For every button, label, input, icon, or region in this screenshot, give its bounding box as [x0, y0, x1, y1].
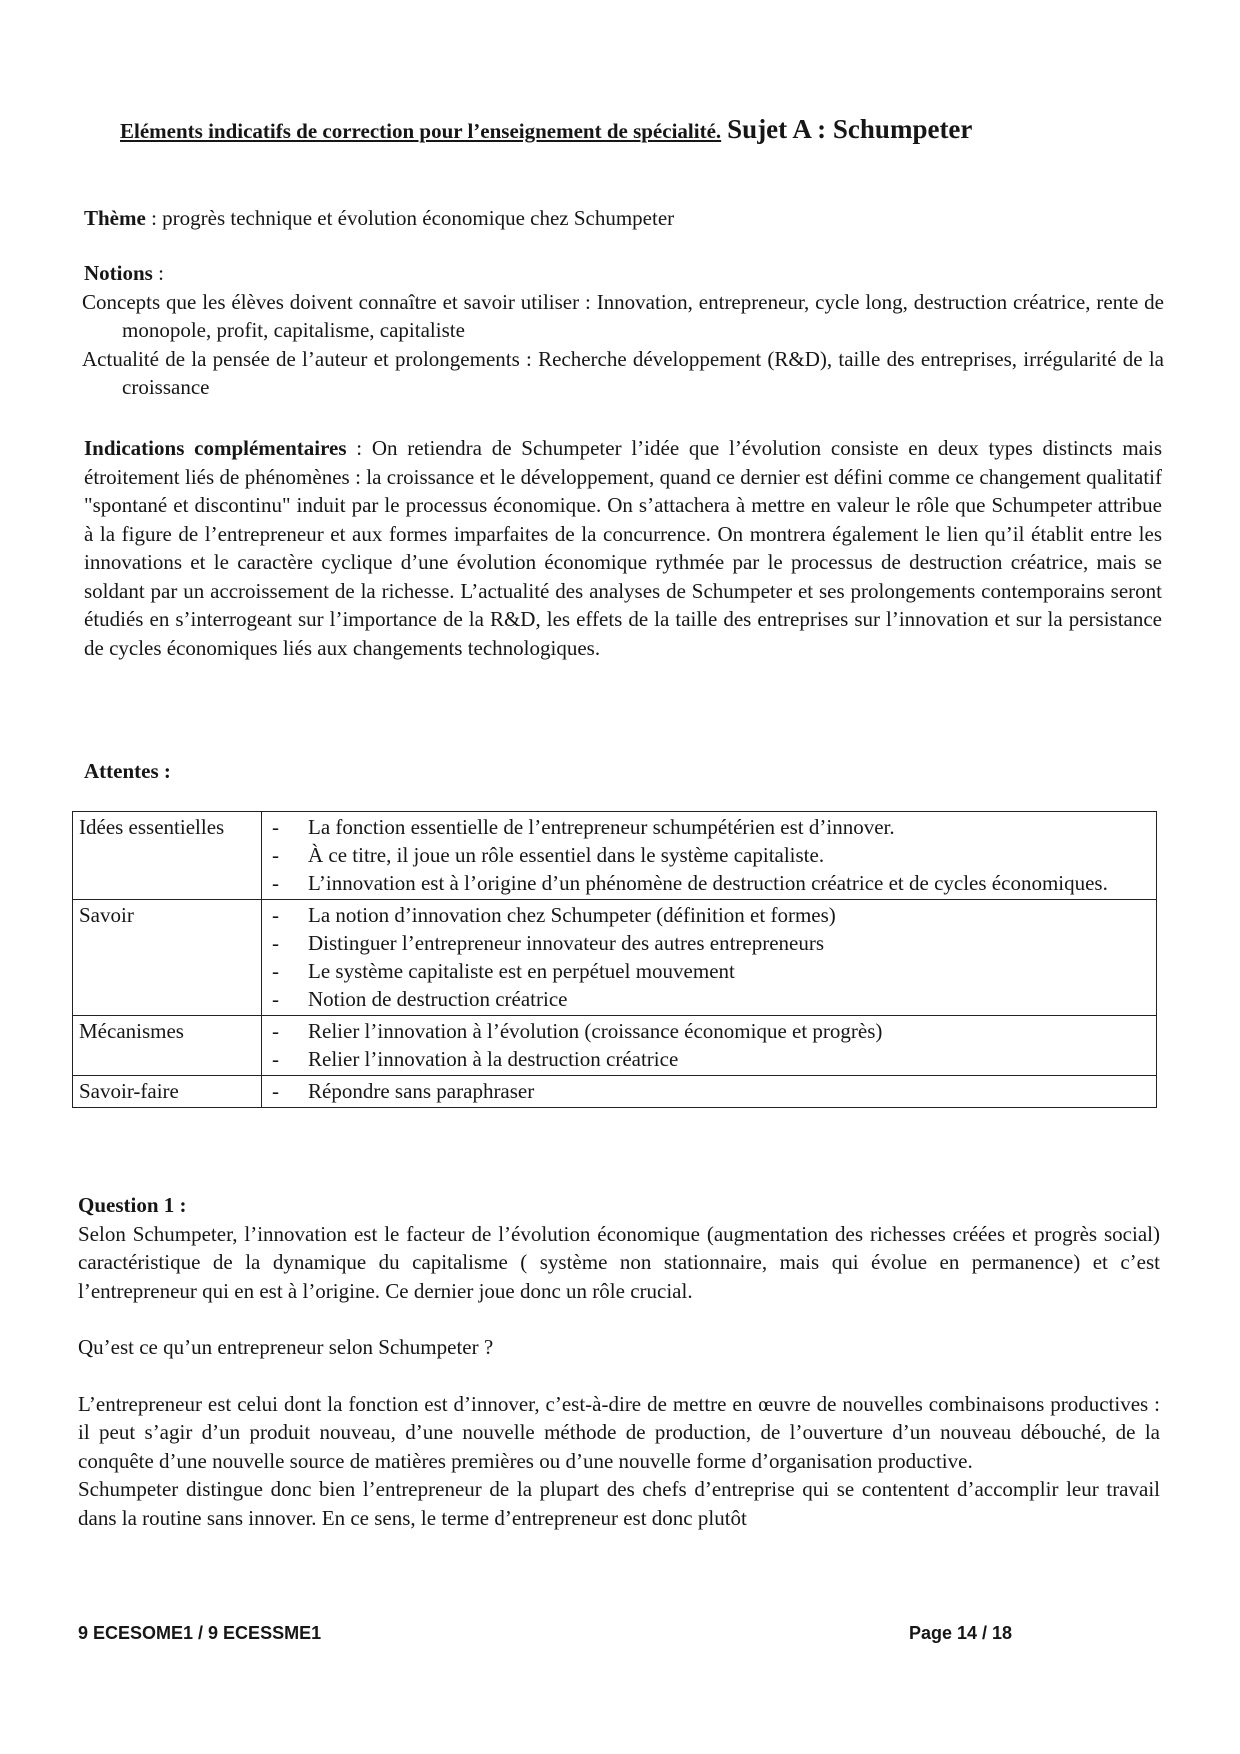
attentes-category: Mécanismes [73, 1016, 262, 1076]
document-header [120, 114, 1160, 145]
attentes-item-text: À ce titre, il joue un rôle essentiel dans le système capitaliste. [308, 843, 825, 867]
question1-paragraph: Schumpeter distingue donc bien l’entrepreneur de la plupart des chefs d’entreprise qui se contentent d’accomplir leur travail dans la routine sans innover. En ce sens, le terme d’entrepreneur est donc plutôt [78, 1477, 1160, 1530]
attentes-category: Idées essentielles [73, 812, 262, 900]
attentes-item-text: Relier l’innovation à la destruction créatrice [308, 1047, 679, 1071]
notions-colon: : [152, 261, 164, 285]
attentes-row [73, 1016, 1157, 1076]
header-title: Eléments indicatifs de correction pour l’enseignement de spécialité. [120, 119, 722, 143]
question1-question: Qu’est ce qu’un entrepreneur selon Schumpeter ? [78, 1335, 494, 1359]
attentes-item [268, 1045, 1150, 1073]
question1-label: Question 1 : [78, 1193, 187, 1217]
attentes-category: Savoir [73, 900, 262, 1016]
footer-page-number: Page 14 / 18 [909, 1623, 1013, 1643]
attentes-item [268, 841, 1150, 869]
attentes-item-text: Distinguer l’entrepreneur innovateur des autres entrepreneurs [308, 931, 825, 955]
notions-section [84, 259, 1164, 402]
indications-text: : On retiendra de Schumpeter l’idée que l’évolution consiste en deux types distincts mais étroitement liés de phénomènes : la croissance et le développement, quand ce dernier est défini comme ce changement qualitatif "spontané et discontinu" induit par le processus économique. On s’attachera à mettre en valeur le rôle que Schumpeter attribue à la figure de l’entrepreneur et aux formes imparfaites de la concurrence. On montrera également le lien qu’il établit entre les innovations et le caractère cyclique d’une évolution économique rythmée par le processus de destruction créatrice, mais se soldant par un accroissement de la richesse. L’actualité des analyses de Schumpeter et ses prolongements contemporains seront étudiés en s’interrogeant sur l’importance de la R&D, les effets de la taille des entreprises sur l’innovation et sur la persistance de cycles économiques liés aux changements technologiques. [84, 436, 1162, 660]
question1-paragraph: L’entrepreneur est celui dont la fonction est d’innover, c’est-à-dire de mettre en œuvre de nouvelles combinaisons productives : il peut s’agir d’un produit nouveau, d’une nouvelle méthode de production, de l’ouverture d’un nouveau débouché, de la conquête d’une nouvelle source de matières premières ou d’une nouvelle forme d’organisation productive. [78, 1391, 1160, 1473]
attentes-item [268, 1017, 1150, 1045]
attentes-item-text: L’innovation est à l’origine d’un phénomène de destruction créatrice et de cycles économiques. [308, 871, 1108, 895]
bullet-dash: - [272, 815, 279, 839]
header-subject: Sujet A : Schumpeter [727, 114, 973, 144]
attentes-item-text: La fonction essentielle de l’entrepreneur schumpétérien est d’innover. [308, 815, 895, 839]
notions-label: Notions [84, 261, 153, 285]
attentes-item-text: Répondre sans paraphraser [308, 1079, 535, 1103]
attentes-item-text: Relier l’innovation à l’évolution (croissance économique et progrès) [308, 1019, 883, 1043]
attentes-row [73, 1076, 1157, 1108]
attentes-item [268, 869, 1150, 897]
bullet-dash: - [272, 1079, 279, 1103]
footer-code: 9 ECESOME1 / 9 ECESSME1 [78, 1623, 322, 1643]
notions-concepts: Concepts que les élèves doivent connaître et savoir utiliser : Innovation, entrepreneur, cycle long, destruction créatrice, rente de monopole, profit, capitalisme, capitaliste [82, 289, 1164, 342]
attentes-table [72, 811, 1157, 1108]
attentes-items-cell [262, 812, 1157, 900]
question1-paragraph: Selon Schumpeter, l’innovation est le facteur de l’évolution économique (augmentation des richesses créées et progrès social) caractéristique de la dynamique du capitalisme ( système non stationnaire, mais qui évolue en permanence) et c’est l’entrepreneur qui en est à l’origine. Ce dernier joue donc un rôle crucial. [78, 1221, 1160, 1303]
bullet-dash: - [272, 959, 279, 983]
bullet-dash: - [272, 1019, 279, 1043]
attentes-item [268, 957, 1150, 985]
theme-text: : progrès technique et évolution économique chez Schumpeter [145, 206, 675, 230]
attentes-category: Savoir-faire [73, 1076, 262, 1108]
attentes-row [73, 812, 1157, 900]
theme-label: Thème [84, 206, 146, 230]
attentes-item-text: La notion d’innovation chez Schumpeter (définition et formes) [308, 903, 836, 927]
attentes-item [268, 1077, 1150, 1105]
attentes-item-text: Notion de destruction créatrice [308, 987, 568, 1011]
attentes-item [268, 813, 1150, 841]
attentes-items-cell [262, 900, 1157, 1016]
bullet-dash: - [272, 843, 279, 867]
attentes-items-cell [262, 1076, 1157, 1108]
bullet-dash: - [272, 871, 279, 895]
attentes-items-cell [262, 1016, 1157, 1076]
bullet-dash: - [272, 987, 279, 1011]
indications-label: Indications complémentaires [84, 436, 347, 460]
bullet-dash: - [272, 903, 279, 927]
notions-actualite: Actualité de la pensée de l’auteur et prolongements : Recherche développement (R&D), taille des entreprises, irrégularité de la croissance [82, 346, 1164, 399]
attentes-item [268, 929, 1150, 957]
attentes-item [268, 985, 1150, 1013]
question1-section [78, 1191, 1160, 1532]
bullet-dash: - [272, 1047, 279, 1071]
bullet-dash: - [272, 931, 279, 955]
attentes-row [73, 900, 1157, 1016]
theme-line [84, 204, 1164, 233]
attentes-label: Attentes : [84, 759, 171, 783]
indications-paragraph [84, 434, 1162, 662]
attentes-item [268, 901, 1150, 929]
attentes-item-text: Le système capitaliste est en perpétuel mouvement [308, 959, 735, 983]
